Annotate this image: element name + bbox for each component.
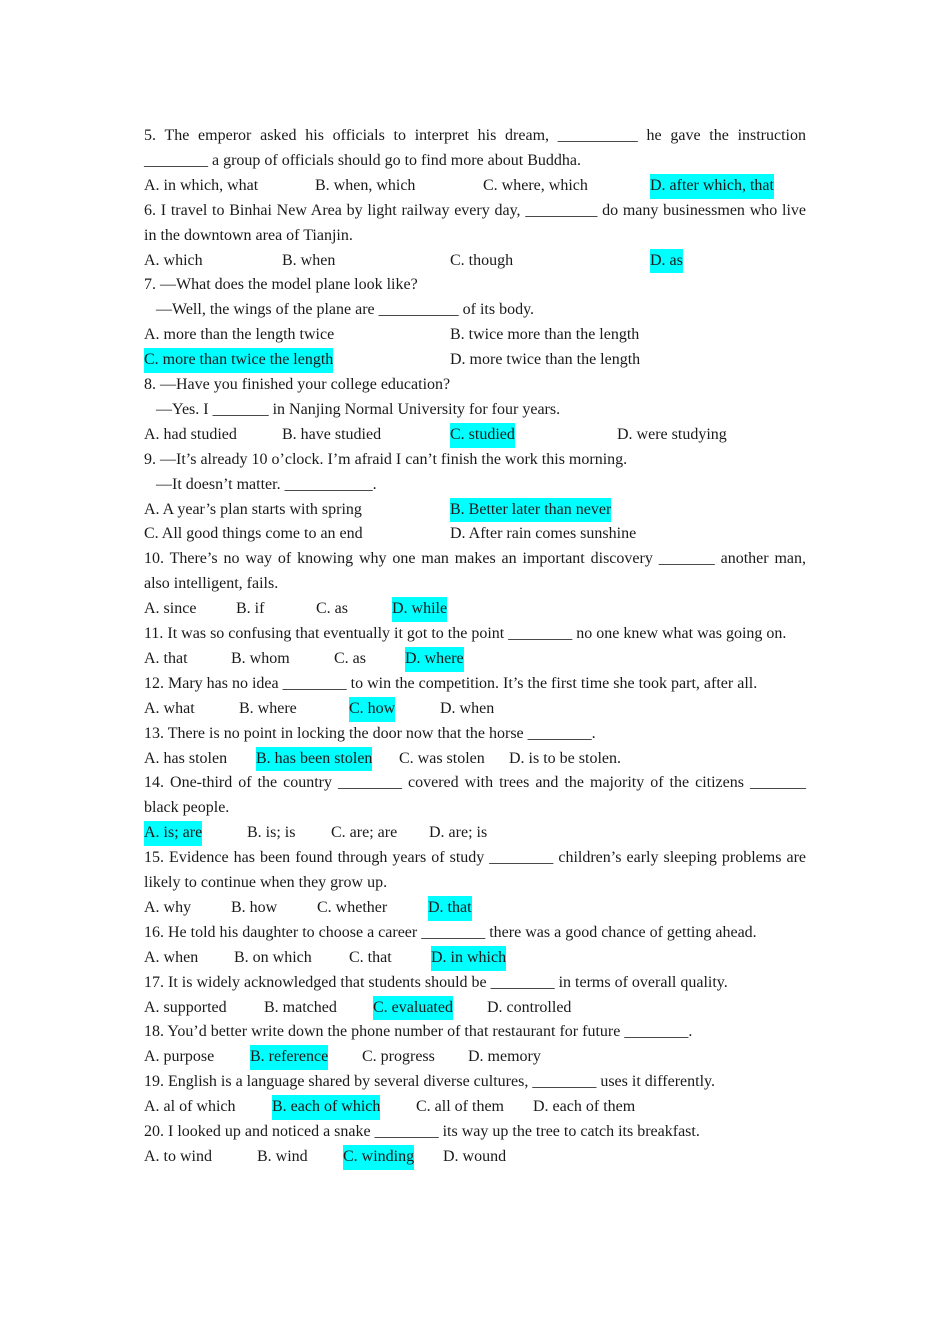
- question-12: [144, 672, 806, 722]
- option-row: [144, 647, 806, 672]
- option-row: [144, 821, 806, 846]
- answer-option[interactable]: A. A year’s plan starts with spring: [144, 500, 362, 518]
- option-row: [144, 697, 806, 722]
- answer-option[interactable]: B. on which: [234, 948, 312, 966]
- question-stem: 16. He told his daughter to choose a career ________ there was a good chance of getting ahead.: [144, 923, 757, 941]
- dialogue-reply: —It doesn’t matter. ___________.: [156, 475, 377, 493]
- question-stem: 7. —What does the model plane look like?: [144, 276, 418, 294]
- question-11: [144, 622, 806, 672]
- dialogue-reply: —Yes. I _______ in Nanjing Normal University for four years.: [156, 400, 561, 418]
- exam-page: [144, 124, 806, 1170]
- answer-option[interactable]: D. memory: [468, 1048, 541, 1066]
- question-stem: 18. You’d better write down the phone number of that restaurant for future ________.: [144, 1023, 693, 1041]
- answer-option[interactable]: A. that: [144, 649, 188, 667]
- question-10: [144, 547, 806, 622]
- answer-option[interactable]: C. as: [334, 649, 366, 667]
- option-row: [144, 498, 806, 523]
- answer-option-correct[interactable]: C. winding: [343, 1145, 414, 1170]
- question-9: [144, 448, 806, 548]
- question-19: [144, 1070, 806, 1120]
- question-18: [144, 1020, 806, 1070]
- answer-option[interactable]: C. though: [450, 251, 514, 269]
- answer-option-correct[interactable]: C. studied: [450, 423, 515, 448]
- answer-option[interactable]: A. in which, what: [144, 176, 259, 194]
- question-stem: 17. It is widely acknowledged that students should be ________ in terms of overall quality.: [144, 973, 728, 991]
- option-row: [144, 1045, 806, 1070]
- answer-option-correct[interactable]: C. more than twice the length: [144, 348, 333, 373]
- option-row: [144, 174, 806, 199]
- answer-option-correct[interactable]: B. each of which: [272, 1095, 380, 1120]
- answer-option[interactable]: C. where, which: [483, 176, 588, 194]
- answer-option[interactable]: C. All good things come to an end: [144, 525, 363, 543]
- answer-option[interactable]: A. al of which: [144, 1098, 236, 1116]
- option-row: [144, 1145, 806, 1170]
- answer-option[interactable]: A. more than the length twice: [144, 326, 335, 344]
- answer-option[interactable]: B. where: [239, 699, 297, 717]
- answer-option[interactable]: A. which: [144, 251, 203, 269]
- answer-option[interactable]: A. purpose: [144, 1048, 215, 1066]
- answer-option[interactable]: D. wound: [443, 1147, 507, 1165]
- answer-option[interactable]: B. matched: [264, 998, 337, 1016]
- question-stem: 5. The emperor asked his officials to interpret his dream, __________ he gave the instruction ________ a group of officials should go to find more about Buddha.: [144, 127, 806, 169]
- answer-option[interactable]: B. when: [282, 251, 336, 269]
- question-5: [144, 124, 806, 199]
- answer-option[interactable]: C. progress: [362, 1048, 435, 1066]
- answer-option-correct[interactable]: D. after which, that: [650, 174, 774, 199]
- answer-option[interactable]: D. each of them: [533, 1098, 636, 1116]
- answer-option[interactable]: A. to wind: [144, 1147, 212, 1165]
- answer-option-correct[interactable]: D. where: [405, 647, 464, 672]
- option-row: [144, 996, 806, 1021]
- question-stem: 8. —Have you finished your college education?: [144, 376, 451, 393]
- answer-option[interactable]: A. has stolen: [144, 749, 228, 767]
- answer-option[interactable]: D. After rain comes sunshine: [450, 525, 637, 543]
- question-14: [144, 771, 806, 846]
- question-15: [144, 846, 806, 921]
- question-stem: 20. I looked up and noticed a snake ________ its way up the tree to catch its breakfast.: [144, 1122, 700, 1140]
- answer-option[interactable]: A. had studied: [144, 425, 237, 443]
- answer-option[interactable]: C. are; are: [331, 824, 398, 842]
- answer-option[interactable]: C. was stolen: [399, 749, 485, 767]
- answer-option[interactable]: A. why: [144, 898, 192, 916]
- answer-option-correct[interactable]: C. evaluated: [373, 996, 453, 1021]
- question-20: [144, 1120, 806, 1170]
- answer-option[interactable]: A. what: [144, 699, 195, 717]
- answer-option[interactable]: C. that: [349, 948, 392, 966]
- answer-option[interactable]: A. supported: [144, 998, 227, 1016]
- answer-option[interactable]: C. all of them: [416, 1098, 504, 1116]
- question-7: [144, 273, 806, 373]
- question-17: [144, 971, 806, 1021]
- answer-option-correct[interactable]: B. reference: [250, 1045, 328, 1070]
- answer-option[interactable]: C. whether: [317, 898, 388, 916]
- answer-option[interactable]: A. when: [144, 948, 199, 966]
- question-stem: 19. English is a language shared by several diverse cultures, ________ uses it differently.: [144, 1073, 715, 1091]
- answer-option[interactable]: B. if: [236, 600, 265, 618]
- answer-option[interactable]: B. wind: [257, 1147, 308, 1165]
- answer-option-correct[interactable]: D. as: [650, 249, 683, 274]
- answer-option[interactable]: D. more twice than the length: [450, 351, 641, 369]
- answer-option[interactable]: A. since: [144, 600, 197, 618]
- question-stem: 11. It was so confusing that eventually it got to the point ________ no one knew what was going on.: [144, 625, 787, 642]
- question-13: [144, 722, 806, 772]
- answer-option-correct[interactable]: A. is; are: [144, 821, 202, 846]
- answer-option[interactable]: D. are; is: [429, 824, 488, 842]
- option-row: [144, 1095, 806, 1120]
- answer-option[interactable]: B. whom: [231, 649, 290, 667]
- question-stem: 13. There is no point in locking the door now that the horse ________.: [144, 724, 596, 742]
- question-stem: 14. One-third of the country ________ covered with trees and the majority of the citizens _______ black people.: [144, 774, 806, 817]
- answer-option-correct[interactable]: D. that: [428, 896, 472, 921]
- answer-option-correct[interactable]: B. Better later than never: [450, 498, 611, 523]
- question-stem: 12. Mary has no idea ________ to win the competition. It’s the first time she took part, after all.: [144, 674, 758, 692]
- option-row: [144, 348, 806, 373]
- answer-option-correct[interactable]: C. how: [349, 697, 395, 722]
- question-stem: 6. I travel to Binhai New Area by light railway every day, _________ do many businessmen who live in the downtown area of Tianjin.: [144, 201, 806, 244]
- option-row: [144, 747, 806, 772]
- answer-option-correct[interactable]: B. has been stolen: [256, 747, 372, 772]
- question-stem: 15. Evidence has been found through years of study ________ children’s early sleeping problems are likely to continue when they grow up.: [144, 849, 806, 891]
- option-row: [144, 323, 806, 348]
- answer-option[interactable]: C. as: [316, 600, 348, 618]
- answer-option[interactable]: B. when, which: [315, 176, 416, 194]
- option-row: [144, 597, 806, 622]
- answer-option-correct[interactable]: D. in which: [431, 946, 506, 971]
- dialogue-reply: —Well, the wings of the plane are __________ of its body.: [156, 301, 535, 319]
- answer-option[interactable]: B. how: [231, 898, 278, 916]
- answer-option[interactable]: B. have studied: [282, 425, 382, 443]
- answer-option[interactable]: D. is to be stolen.: [509, 749, 621, 767]
- answer-option-correct[interactable]: D. while: [392, 597, 447, 622]
- question-stem: 9. —It’s already 10 o’clock. I’m afraid I can’t finish the work this morning.: [144, 450, 628, 468]
- option-row: [144, 423, 806, 448]
- option-row: [144, 946, 806, 971]
- answer-option[interactable]: D. when: [440, 699, 495, 717]
- answer-option[interactable]: D. controlled: [487, 998, 572, 1016]
- question-stem: 10. There’s no way of knowing why one man makes an important discovery _______ another man, also intelligent, fails.: [144, 550, 806, 593]
- answer-option[interactable]: B. twice more than the length: [450, 326, 640, 344]
- question-6: [144, 199, 806, 274]
- question-16: [144, 921, 806, 971]
- answer-option[interactable]: D. were studying: [617, 425, 727, 443]
- question-8: [144, 373, 806, 448]
- option-row: [144, 249, 806, 274]
- answer-option[interactable]: B. is; is: [247, 824, 296, 842]
- option-row: [144, 522, 806, 547]
- option-row: [144, 896, 806, 921]
